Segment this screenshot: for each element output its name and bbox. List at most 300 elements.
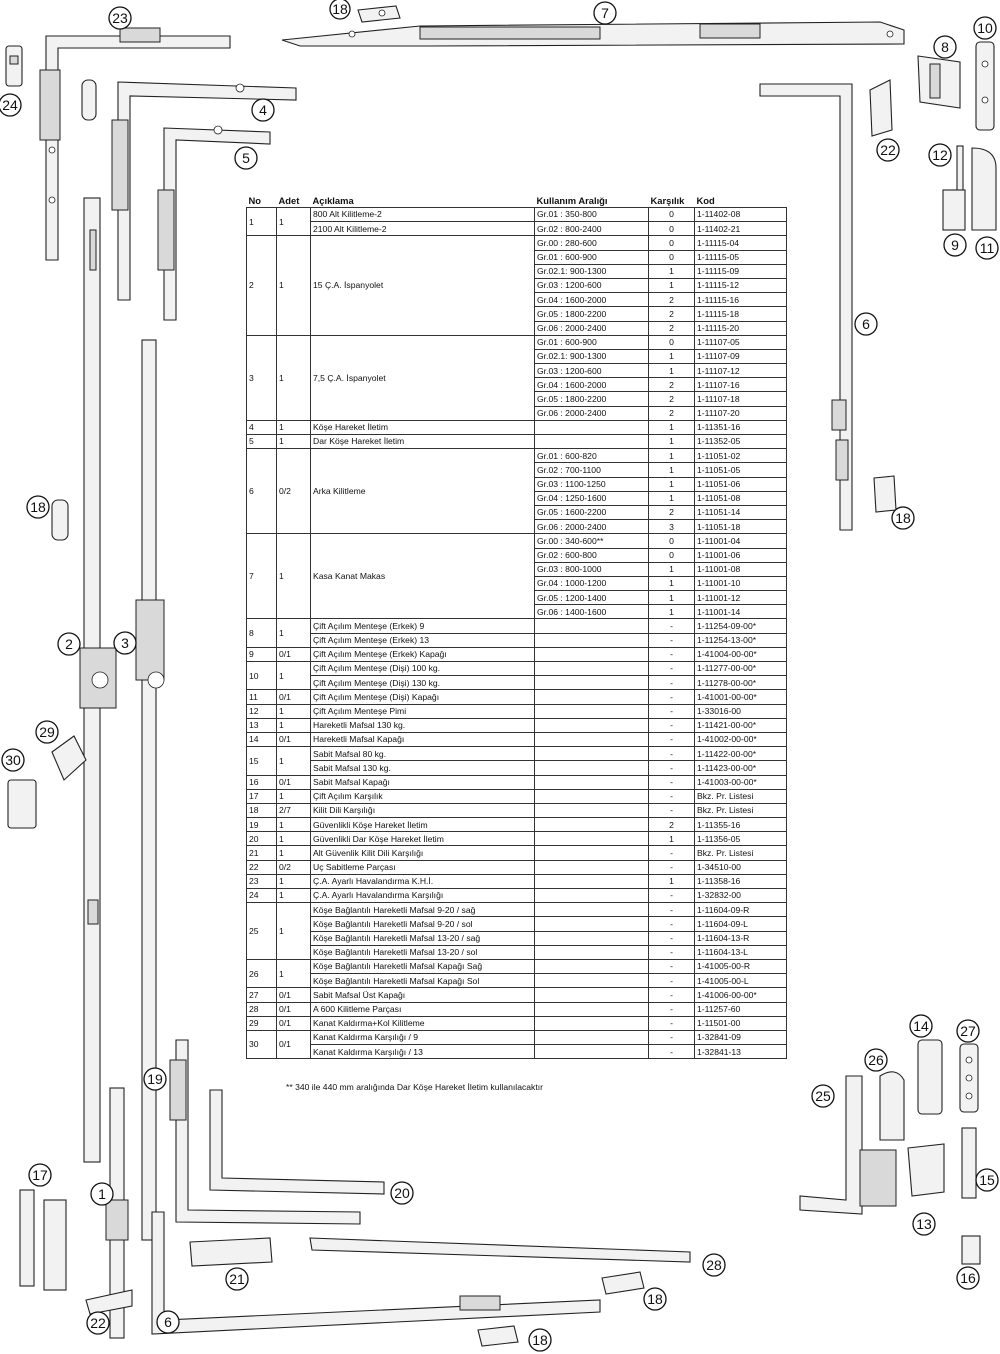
cell-adet: 1 <box>277 903 311 960</box>
table-row <box>247 236 787 250</box>
cell-aralik <box>535 747 649 761</box>
svg-text:29: 29 <box>39 724 55 740</box>
table-group <box>247 789 787 803</box>
part-uc-sabitleme-right <box>870 80 892 136</box>
cell-kod: 1-33016-00 <box>695 704 787 718</box>
table-group <box>247 732 787 746</box>
cell-kod: 1-11254-09-00* <box>695 619 787 633</box>
header-adet: Adet <box>278 194 300 206</box>
cell-karsilik: 2 <box>649 406 695 420</box>
cell-karsilik: 2 <box>649 321 695 335</box>
cell-karsilik: 1 <box>649 832 695 846</box>
callout-5 <box>235 147 257 169</box>
table-group <box>247 435 787 449</box>
cell-kod: 1-11001-06 <box>695 548 787 562</box>
table-row <box>247 633 787 647</box>
cell-kod: 1-11001-12 <box>695 591 787 605</box>
table-group <box>247 1030 787 1058</box>
callout-6a <box>855 313 877 335</box>
svg-text:6: 6 <box>862 316 870 332</box>
cell-karsilik: 0 <box>649 236 695 250</box>
cell-karsilik: 0 <box>649 250 695 264</box>
cell-aralik: Gr.05 : 1600-2200 <box>535 505 649 519</box>
svg-text:10: 10 <box>977 20 993 36</box>
cell-no: 14 <box>247 732 277 746</box>
table-group <box>247 619 787 647</box>
cell-aciklama: Hareketli Mafsal Kapağı <box>311 732 535 746</box>
cell-karsilik: 2 <box>649 392 695 406</box>
cell-aciklama: Köşe Hareket İletim <box>311 420 535 434</box>
part-hareketli-mafsal <box>908 1144 944 1196</box>
cell-aralik <box>535 1045 649 1059</box>
cell-adet: 1 <box>277 534 311 619</box>
table-row <box>247 676 787 690</box>
cell-kod: 1-41005-00-R <box>695 959 787 973</box>
cell-karsilik: 1 <box>649 576 695 590</box>
table-group <box>247 208 787 236</box>
table-row <box>247 1030 787 1044</box>
table-row <box>247 874 787 888</box>
cell-aciklama: Çift Açılım Menteşe Pimi <box>311 704 535 718</box>
table-group <box>247 988 787 1002</box>
cell-aralik <box>535 803 649 817</box>
part-kilit-dili-karsiligi-2 <box>874 476 896 512</box>
cell-adet: 1 <box>277 874 311 888</box>
part-kilit-dili-karsiligi-1 <box>358 6 400 22</box>
cell-adet: 1 <box>277 335 311 420</box>
table-row <box>247 846 787 860</box>
table-row <box>247 732 787 746</box>
cell-karsilik: 2 <box>649 505 695 519</box>
cell-aralik: Gr.01 : 600-900 <box>535 335 649 349</box>
cell-adet: 0/1 <box>277 775 311 789</box>
svg-text:23: 23 <box>112 10 128 26</box>
cell-adet: 1 <box>277 889 311 903</box>
cell-aralik: Gr.01 : 600-820 <box>535 449 649 463</box>
cell-aciklama: Sabit Mafsal Üst Kapağı <box>311 988 535 1002</box>
parts-table-container <box>246 192 786 1059</box>
svg-text:18: 18 <box>332 1 348 17</box>
cell-aralik: Gr.04 : 1600-2000 <box>535 378 649 392</box>
cell-karsilik: 1 <box>649 349 695 363</box>
cell-aralik: Gr.05 : 1800-2200 <box>535 392 649 406</box>
table-group <box>247 534 787 619</box>
cell-karsilik: - <box>649 974 695 988</box>
cell-kod: 1-11254-13-00* <box>695 633 787 647</box>
cell-aralik: Gr.05 : 1200-1400 <box>535 591 649 605</box>
cell-aralik <box>535 1016 649 1030</box>
svg-text:17: 17 <box>32 1167 48 1183</box>
table-row <box>247 988 787 1002</box>
callout-1 <box>91 1183 113 1205</box>
cell-karsilik: 0 <box>649 548 695 562</box>
cell-aralik <box>535 931 649 945</box>
table-group <box>247 420 787 434</box>
cell-karsilik: - <box>649 761 695 775</box>
cell-karsilik: 1 <box>649 264 695 278</box>
callout-18c <box>27 496 49 518</box>
table-row <box>247 945 787 959</box>
cell-kod: 1-11115-04 <box>695 236 787 250</box>
cell-karsilik: 1 <box>649 605 695 619</box>
cell-aralik: Gr.02 : 800-2400 <box>535 222 649 236</box>
cell-adet: 1 <box>277 846 311 860</box>
cell-kod: 1-11421-00-00* <box>695 718 787 732</box>
cell-no: 5 <box>247 435 277 449</box>
cell-aralik <box>535 846 649 860</box>
cell-aralik: Gr.06 : 1400-1600 <box>535 605 649 619</box>
cell-kod: 1-11107-16 <box>695 378 787 392</box>
cell-kod: 1-11051-02 <box>695 449 787 463</box>
cell-aciklama: Köşe Bağlantılı Hareketli Mafsal Kapağı Sol <box>311 974 535 988</box>
table-group <box>247 775 787 789</box>
svg-text:25: 25 <box>815 1088 831 1104</box>
cell-kod: 1-11115-12 <box>695 278 787 292</box>
cell-aciklama: Kilit Dili Karşılığı <box>311 803 535 817</box>
table-group <box>247 889 787 903</box>
cell-kod: 1-32841-09 <box>695 1030 787 1044</box>
header-no: No <box>248 194 261 206</box>
cell-aciklama: 2100 Alt Kilitleme-2 <box>311 222 535 236</box>
cell-aciklama: Köşe Bağlantılı Hareketli Mafsal 13-20 / sağ <box>311 931 535 945</box>
cell-aralik: Gr.03 : 1200-600 <box>535 278 649 292</box>
svg-text:19: 19 <box>147 1071 163 1087</box>
cell-adet: 1 <box>277 718 311 732</box>
cell-aciklama: Güvenlikli Dar Köşe Hareket İletim <box>311 832 535 846</box>
cell-aralik: Gr.02.1: 900-1300 <box>535 349 649 363</box>
table-row <box>247 335 787 349</box>
svg-text:6: 6 <box>164 1314 172 1330</box>
callout-18a <box>330 0 350 19</box>
cell-karsilik: - <box>649 690 695 704</box>
cell-kod: 1-11001-04 <box>695 534 787 548</box>
cell-karsilik: 0 <box>649 534 695 548</box>
cell-karsilik: 1 <box>649 420 695 434</box>
cell-karsilik: - <box>649 647 695 661</box>
cell-aciklama: 7,5 Ç.A. İspanyolet <box>311 335 535 420</box>
cell-aralik <box>535 832 649 846</box>
cell-karsilik: - <box>649 1030 695 1044</box>
cell-adet: 1 <box>277 619 311 647</box>
cell-adet: 0/1 <box>277 647 311 661</box>
cell-kod: 1-11001-10 <box>695 576 787 590</box>
table-group <box>247 860 787 874</box>
cell-aciklama: Kasa Kanat Makas <box>311 534 535 619</box>
cell-karsilik: - <box>649 803 695 817</box>
part-guvenlikli-kose-hareket-iletim <box>170 1040 360 1224</box>
callout-7 <box>594 2 616 24</box>
cell-aralik: Gr.02 : 600-800 <box>535 548 649 562</box>
cell-karsilik: 2 <box>649 818 695 832</box>
cell-kod: 1-11115-16 <box>695 293 787 307</box>
cell-no: 8 <box>247 619 277 647</box>
svg-text:16: 16 <box>960 1270 976 1286</box>
cell-kod: 1-41006-00-00* <box>695 988 787 1002</box>
cell-no: 3 <box>247 335 277 420</box>
cell-aciklama: Sabit Mafsal 80 kg. <box>311 747 535 761</box>
cell-aciklama: Köşe Bağlantılı Hareketli Mafsal 9-20 / sol <box>311 917 535 931</box>
cell-no: 24 <box>247 889 277 903</box>
cell-kod: 1-41005-00-L <box>695 974 787 988</box>
cell-no: 18 <box>247 803 277 817</box>
callout-2 <box>58 633 80 655</box>
table-row <box>247 931 787 945</box>
cell-kod: 1-11051-06 <box>695 477 787 491</box>
cell-aciklama: 15 Ç.A. İspanyolet <box>311 236 535 335</box>
callout-20 <box>391 1182 413 1204</box>
svg-text:28: 28 <box>706 1257 722 1273</box>
part-arka-kilitleme-bottom <box>152 1212 600 1334</box>
cell-no: 6 <box>247 449 277 534</box>
cell-karsilik: - <box>649 917 695 931</box>
cell-no: 29 <box>247 1016 277 1030</box>
callout-3 <box>114 632 136 654</box>
cell-karsilik: - <box>649 732 695 746</box>
callout-17 <box>29 1164 51 1186</box>
cell-adet: 1 <box>277 704 311 718</box>
cell-no: 15 <box>247 747 277 775</box>
cell-kod: 1-11355-16 <box>695 818 787 832</box>
callout-27 <box>957 1020 979 1042</box>
part-cift-acilim-karsilik <box>20 1190 66 1290</box>
svg-text:27: 27 <box>960 1023 976 1039</box>
table-group <box>247 647 787 661</box>
cell-aralik <box>535 676 649 690</box>
cell-aralik <box>535 420 649 434</box>
cell-karsilik: 0 <box>649 222 695 236</box>
part-a600-kilitleme-parcasi <box>310 1238 690 1262</box>
cell-aralik: Gr.06 : 2000-2400 <box>535 520 649 534</box>
cell-aciklama: Köşe Bağlantılı Hareketli Mafsal Kapağı Sağ <box>311 959 535 973</box>
cell-kod: 1-11115-18 <box>695 307 787 321</box>
svg-text:15: 15 <box>979 1172 995 1188</box>
table-group <box>247 690 787 704</box>
table-row <box>247 775 787 789</box>
cell-kod: 1-11422-00-00* <box>695 747 787 761</box>
cell-no: 7 <box>247 534 277 619</box>
part-mafsal-kapagi-26 <box>880 1072 904 1140</box>
part-kanat-kaldirma-kol-kilitleme <box>52 736 86 780</box>
svg-text:4: 4 <box>259 102 267 118</box>
cell-kod: Bkz. Pr. Listesi <box>695 846 787 860</box>
cell-karsilik: - <box>649 846 695 860</box>
cell-aralik: Gr.00 : 280-600 <box>535 236 649 250</box>
table-group <box>247 662 787 690</box>
cell-no: 16 <box>247 775 277 789</box>
svg-text:18: 18 <box>647 1291 663 1307</box>
callout-25 <box>812 1085 834 1107</box>
cell-kod: 1-11051-14 <box>695 505 787 519</box>
cell-kod: 1-41002-00-00* <box>695 732 787 746</box>
cell-kod: 1-32841-13 <box>695 1045 787 1059</box>
cell-kod: Bkz. Pr. Listesi <box>695 803 787 817</box>
table-row <box>247 619 787 633</box>
table-row <box>247 222 787 236</box>
cell-aralik <box>535 789 649 803</box>
table-row <box>247 860 787 874</box>
cell-karsilik: 1 <box>649 449 695 463</box>
svg-text:3: 3 <box>121 635 129 651</box>
svg-text:8: 8 <box>941 39 949 55</box>
part-hareketli-mafsal-kapagi <box>918 1040 942 1114</box>
cell-aciklama: Uç Sabitleme Parçası <box>311 860 535 874</box>
part-kilit-dili-karsiligi-top <box>82 80 96 120</box>
cell-karsilik: - <box>649 1045 695 1059</box>
cell-kod: 1-11501-00 <box>695 1016 787 1030</box>
cell-aralik: Gr.03 : 1100-1250 <box>535 477 649 491</box>
cell-kod: 1-11277-00-00* <box>695 662 787 676</box>
cell-adet: 0/1 <box>277 732 311 746</box>
cell-no: 12 <box>247 704 277 718</box>
table-row <box>247 534 787 548</box>
callout-28 <box>703 1254 725 1276</box>
cell-aralik: Gr.06 : 2000-2400 <box>535 321 649 335</box>
svg-text:11: 11 <box>979 240 995 256</box>
cell-aralik: Gr.06 : 2000-2400 <box>535 406 649 420</box>
part-sabit-mafsal-kapagi <box>962 1236 980 1264</box>
part-kilit-dili-karsiligi-5 <box>478 1326 518 1346</box>
cell-no: 2 <box>247 236 277 335</box>
cell-kod: 1-11107-12 <box>695 364 787 378</box>
callout-12 <box>929 144 951 166</box>
callout-14 <box>910 1015 932 1037</box>
cell-aralik <box>535 633 649 647</box>
cell-kod: Bkz. Pr. Listesi <box>695 789 787 803</box>
cell-aciklama: Dar Köşe Hareket İletim <box>311 435 535 449</box>
cell-adet: 2/7 <box>277 803 311 817</box>
cell-aralik <box>535 662 649 676</box>
cell-aciklama: Çift Açılım Menteşe (Dişi) 130 kg. <box>311 676 535 690</box>
table-row <box>247 974 787 988</box>
svg-text:13: 13 <box>916 1216 932 1232</box>
cell-aralik: Gr.01 : 350-800 <box>535 208 649 222</box>
cell-no: 13 <box>247 718 277 732</box>
cell-adet: 1 <box>277 747 311 775</box>
cell-karsilik: 1 <box>649 435 695 449</box>
svg-text:24: 24 <box>2 97 18 113</box>
cell-karsilik: 1 <box>649 874 695 888</box>
svg-text:14: 14 <box>913 1018 929 1034</box>
cell-karsilik: 1 <box>649 278 695 292</box>
table-group <box>247 335 787 420</box>
callout-23 <box>109 7 131 29</box>
cell-aralik: Gr.04 : 1600-2000 <box>535 293 649 307</box>
cell-kod: 1-11257-60 <box>695 1002 787 1016</box>
part-kilit-dili-karsiligi-3 <box>52 500 68 540</box>
part-cift-acilim-mentese-erkek <box>918 56 960 108</box>
cell-kod: 1-11051-08 <box>695 491 787 505</box>
cell-kod: 1-11051-18 <box>695 520 787 534</box>
cell-kod: 1-11402-08 <box>695 208 787 222</box>
cell-no: 26 <box>247 959 277 987</box>
callout-22a <box>877 139 899 161</box>
svg-text:12: 12 <box>932 147 948 163</box>
table-group <box>247 449 787 534</box>
cell-no: 22 <box>247 860 277 874</box>
cell-adet: 0/2 <box>277 860 311 874</box>
cell-kod: 1-41004-00-00* <box>695 647 787 661</box>
cell-adet: 1 <box>277 818 311 832</box>
part-7-5-ca-ispanyolet <box>136 340 164 1240</box>
cell-kod: 1-11278-00-00* <box>695 676 787 690</box>
cell-aciklama: Güvenlikli Köşe Hareket İletim <box>311 818 535 832</box>
table-row <box>247 420 787 434</box>
cell-no: 27 <box>247 988 277 1002</box>
cell-aralik <box>535 647 649 661</box>
table-group <box>247 704 787 718</box>
table-group <box>247 747 787 775</box>
table-group <box>247 874 787 888</box>
table-row <box>247 803 787 817</box>
cell-aralik <box>535 704 649 718</box>
part-kanat-kaldirma-karsiligi <box>8 780 36 828</box>
cell-no: 28 <box>247 1002 277 1016</box>
part-uc-sabitleme-bottom <box>86 1290 132 1314</box>
part-alt-guvenlik-kilit-dili-karsiligi <box>190 1238 272 1266</box>
table-group <box>247 903 787 960</box>
cell-kod: 1-11351-16 <box>695 420 787 434</box>
table-group <box>247 1002 787 1016</box>
cell-kod: 1-11604-13-L <box>695 945 787 959</box>
svg-text:20: 20 <box>394 1185 410 1201</box>
cell-aciklama: Kanat Kaldırma Karşılığı / 9 <box>311 1030 535 1044</box>
table-group <box>247 236 787 335</box>
cell-karsilik: - <box>649 889 695 903</box>
cell-karsilik: - <box>649 903 695 917</box>
part-guvenlikli-dar-kose-hareket-iletim <box>210 1090 384 1194</box>
svg-text:26: 26 <box>868 1052 884 1068</box>
cell-aciklama: Çift Açılım Menteşe (Dişi) 100 kg. <box>311 662 535 676</box>
table-row <box>247 1016 787 1030</box>
cell-adet: 1 <box>277 208 311 236</box>
cell-karsilik: - <box>649 747 695 761</box>
cell-karsilik: 1 <box>649 364 695 378</box>
cell-aralik: Gr.02 : 700-1100 <box>535 463 649 477</box>
cell-karsilik: - <box>649 789 695 803</box>
svg-text:5: 5 <box>242 150 250 166</box>
cell-karsilik: 1 <box>649 463 695 477</box>
cell-karsilik: 1 <box>649 477 695 491</box>
table-row <box>247 903 787 917</box>
svg-text:30: 30 <box>5 752 21 768</box>
svg-text:2: 2 <box>65 636 73 652</box>
svg-text:18: 18 <box>30 499 46 515</box>
cell-aralik <box>535 775 649 789</box>
header-aciklama: Açıklama <box>312 194 354 206</box>
cell-aralik: Gr.04 : 1000-1200 <box>535 576 649 590</box>
part-havalandirma-karsiligi <box>6 46 22 86</box>
table-group <box>247 818 787 832</box>
table-row <box>247 704 787 718</box>
cell-no: 30 <box>247 1030 277 1058</box>
table-group <box>247 1016 787 1030</box>
callout-26 <box>865 1049 887 1071</box>
cell-aciklama: Köşe Bağlantılı Hareketli Mafsal 13-20 / sol <box>311 945 535 959</box>
cell-karsilik: 0 <box>649 208 695 222</box>
cell-kod: 1-32832-00 <box>695 889 787 903</box>
header-kod: Kod <box>696 194 715 206</box>
cell-aralik: Gr.03 : 800-1000 <box>535 562 649 576</box>
cell-kod: 1-11107-09 <box>695 349 787 363</box>
cell-no: 25 <box>247 903 277 960</box>
header-karsilik: Karşılık <box>650 194 685 206</box>
table-row <box>247 832 787 846</box>
cell-adet: 0/1 <box>277 1030 311 1058</box>
callout-18e <box>529 1329 551 1351</box>
cell-kod: 1-11051-05 <box>695 463 787 477</box>
cell-karsilik: - <box>649 718 695 732</box>
table-row <box>247 818 787 832</box>
